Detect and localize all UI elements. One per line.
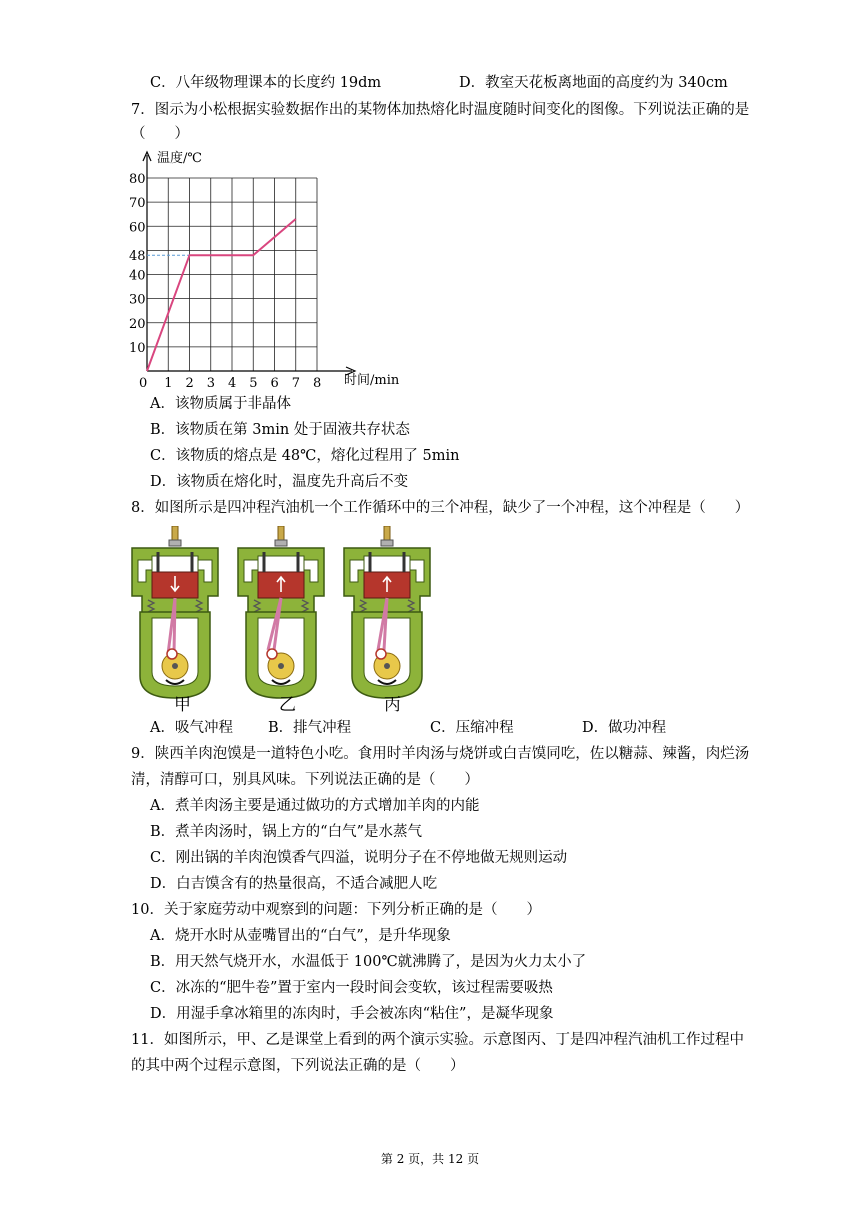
chart-x-tick-label: 0 [139, 376, 148, 391]
q7-option-d: D．该物质在熔化时，温度先升高后不变 [150, 474, 409, 490]
engine-yi-icon [238, 526, 324, 698]
q7-option-b: B．该物质在第 3min 处于固液共存状态 [150, 422, 410, 438]
chart-grid [147, 178, 317, 371]
q8-stem: 8．如图所示是四冲程汽油机一个工作循环中的三个冲程，缺少了一个冲程，这个冲程是（ ） [131, 500, 750, 516]
chart-x-axis-label: 时间/min [344, 373, 400, 388]
q9-option-a: A．煮羊肉汤主要是通过做功的方式增加羊肉的内能 [150, 798, 480, 814]
q10-option-a: A．烧开水时从壶嘴冒出的“白气”，是升华现象 [150, 928, 451, 944]
chart-y-tick-label: 30 [129, 292, 146, 308]
chart-y-tick-label: 20 [129, 316, 146, 332]
q9-option-c: C．刚出锅的羊肉泡馍香气四溢，说明分子在不停地做无规则运动 [150, 850, 568, 866]
chart-series [147, 219, 296, 371]
q9-option-b: B．煮羊肉汤时，锅上方的“白气”是水蒸气 [150, 824, 422, 840]
chart-y-axis-label: 温度/℃ [157, 151, 202, 166]
q10-option-d: D．用湿手拿冰箱里的冻肉时，手会被冻肉“粘住”，是凝华现象 [150, 1006, 554, 1022]
q7-answer-blank: （ ） [131, 126, 189, 142]
chart-y-tick-label: 60 [129, 220, 146, 236]
chart-x-tick-label: 1 [164, 376, 173, 391]
q10-option-b: B．用天然气烧开水，水温低于 100℃就沸腾了，是因为火力太小了 [150, 954, 587, 970]
engine-label-jia: 甲 [174, 695, 191, 715]
chart-y-tick-label: 70 [129, 196, 146, 212]
engine-label-bing: 丙 [384, 695, 401, 715]
chart-series-line [147, 219, 296, 371]
q10-option-c: C．冰冻的“肥牛卷”置于室内一段时间会变软，该过程需要吸热 [150, 980, 553, 996]
chart-x-ticks [139, 376, 321, 391]
engine-bing-icon [344, 526, 430, 698]
q8-option-d: D．做功冲程 [582, 720, 667, 736]
chart-y-tick-label: 48 [129, 249, 146, 265]
q8-option-a: A．吸气冲程 [150, 720, 233, 736]
q10-stem: 10．关于家庭劳动中观察到的问题：下列分析正确的是（ ） [131, 902, 541, 918]
chart-x-tick-label: 3 [206, 376, 216, 391]
q7-option-c: C．该物质的熔点是 48℃，熔化过程用了 5min [150, 448, 460, 464]
chart-x-tick-label: 7 [291, 376, 301, 391]
q11-stem-cont: 的其中两个过程示意图，下列说法正确的是（ ） [131, 1058, 465, 1074]
page-footer: 第 2 页，共 12 页 [380, 1152, 480, 1166]
chart-x-tick-label: 4 [228, 376, 237, 391]
chart-x-tick-label: 6 [270, 376, 279, 391]
chart-axes [143, 152, 355, 375]
q7-stem: 7．图示为小松根据实验数据作出的某物体加热熔化时温度随时间变化的图像。下列说法正确的是 [131, 102, 750, 118]
engine-label-yi: 乙 [279, 695, 296, 715]
engine-strokes-figure [128, 526, 433, 716]
chart-y-tick-label: 40 [129, 268, 146, 284]
q6-option-d: D．教室天花板离地面的高度约为 340cm [459, 75, 728, 91]
chart-y-tick-label: 80 [129, 172, 146, 187]
chart-x-tick-label: 8 [313, 376, 322, 391]
q8-option-c: C．压缩冲程 [430, 720, 514, 736]
q9-stem: 9．陕西羊肉泡馍是一道特色小吃。食用时羊肉汤与烧饼或白吉馍同吃，佐以糖蒜、辣酱，肉烂汤 [131, 746, 750, 762]
chart-x-tick-label: 2 [185, 376, 194, 391]
q7-option-a: A．该物质属于非晶体 [150, 396, 291, 412]
melting-curve-chart [125, 143, 415, 393]
q11-stem: 11．如图所示，甲、乙是课堂上看到的两个演示实验。示意图丙、丁是四冲程汽油机工作过程中 [131, 1032, 744, 1048]
q8-option-b: B．排气冲程 [268, 720, 352, 736]
q6-option-c: C．八年级物理课本的长度约 19dm [150, 75, 382, 91]
engine-jia-icon [132, 526, 218, 698]
chart-y-tick-label: 10 [129, 340, 146, 356]
chart-y-ticks [129, 172, 146, 356]
chart-x-tick-label: 5 [249, 376, 258, 391]
q9-option-d: D．白吉馍含有的热量很高，不适合减肥人吃 [150, 876, 438, 892]
q9-stem-cont: 清，清醇可口，别具风味。下列说法正确的是（ ） [131, 772, 479, 788]
